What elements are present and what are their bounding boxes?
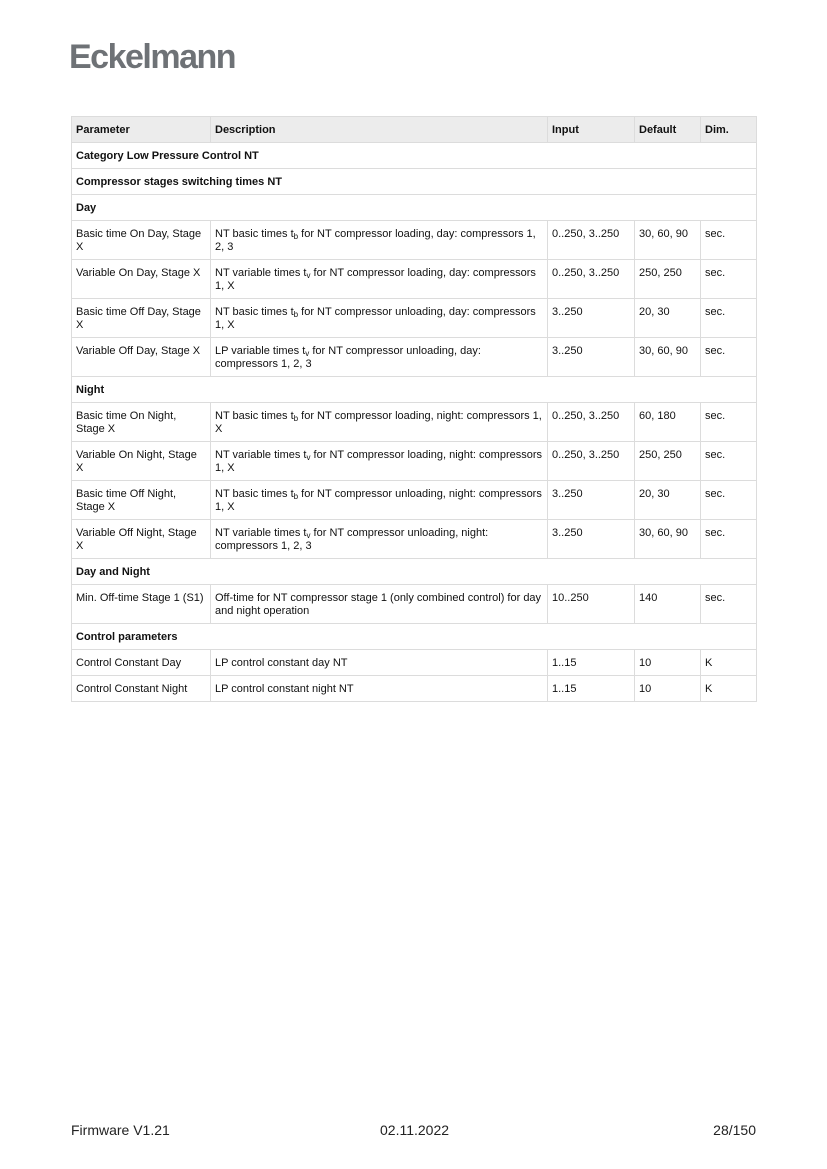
description-cell: NT basic times $t_b$ for NT compressor loading, night: compressors 1, X [211, 403, 548, 442]
param-cell: Variable Off Night, Stage X [72, 520, 211, 559]
eckelmann-logo: Eckelmann [69, 38, 236, 76]
input-cell: 3..250 [548, 338, 635, 377]
table-row [72, 520, 757, 559]
column-header-description: Description [211, 117, 548, 143]
dim-cell: sec. [701, 442, 757, 481]
description-cell: LP control constant night NT [211, 676, 548, 702]
table-row [72, 338, 757, 377]
description-cell: NT variable times $t_v$ for NT compressor loading, night: compressors 1, X [211, 442, 548, 481]
section-row [72, 377, 757, 403]
column-header-input: Input [548, 117, 635, 143]
description-cell: LP variable times $t_v$ for NT compressor unloading, day: compressors 1, 2, 3 [211, 338, 548, 377]
input-cell: 10..250 [548, 585, 635, 624]
description-cell: Off-time for NT compressor stage 1 (only combined control) for day and night operation [211, 585, 548, 624]
input-cell: 0..250, 3..250 [548, 221, 635, 260]
dim-cell: sec. [701, 585, 757, 624]
section-row [72, 169, 757, 195]
param-cell: Variable On Night, Stage X [72, 442, 211, 481]
table-row [72, 442, 757, 481]
subcategory-label: Compressor stages switching times NT [72, 169, 757, 195]
input-cell: 1..15 [548, 676, 635, 702]
param-cell: Basic time Off Night, Stage X [72, 481, 211, 520]
default-cell: 20, 30 [635, 481, 701, 520]
input-cell: 0..250, 3..250 [548, 260, 635, 299]
dim-cell: sec. [701, 260, 757, 299]
dim-cell: sec. [701, 221, 757, 260]
footer-date: 02.11.2022 [380, 1122, 450, 1138]
default-cell: 60, 180 [635, 403, 701, 442]
param-cell: Variable Off Day, Stage X [72, 338, 211, 377]
footer-page-number: 28/150 [713, 1122, 756, 1138]
table-row [72, 481, 757, 520]
column-header-dim: Dim. [701, 117, 757, 143]
table-row [72, 260, 757, 299]
day-section-label: Day [72, 195, 757, 221]
parameter-table [71, 116, 757, 702]
footer-firmware: Firmware V1.21 [71, 1122, 170, 1138]
section-row [72, 195, 757, 221]
default-cell: 140 [635, 585, 701, 624]
description-cell: NT variable times $t_v$ for NT compressor loading, day: compressors 1, X [211, 260, 548, 299]
default-cell: 10 [635, 676, 701, 702]
description-cell: NT variable times $t_v$ for NT compressor unloading, night: compressors 1, 2, 3 [211, 520, 548, 559]
param-cell: Basic time On Day, Stage X [72, 221, 211, 260]
default-cell: 20, 30 [635, 299, 701, 338]
day-night-section-label: Day and Night [72, 559, 757, 585]
default-cell: 30, 60, 90 [635, 338, 701, 377]
dim-cell: sec. [701, 338, 757, 377]
table-row [72, 676, 757, 702]
default-cell: 10 [635, 650, 701, 676]
dim-cell: sec. [701, 403, 757, 442]
input-cell: 1..15 [548, 650, 635, 676]
column-header-default: Default [635, 117, 701, 143]
dim-cell: K [701, 676, 757, 702]
default-cell: 250, 250 [635, 260, 701, 299]
table-row [72, 403, 757, 442]
table-row [72, 585, 757, 624]
section-row [72, 624, 757, 650]
table-row [72, 299, 757, 338]
input-cell: 3..250 [548, 299, 635, 338]
column-header-parameter: Parameter [72, 117, 211, 143]
table-row [72, 221, 757, 260]
table-row [72, 650, 757, 676]
dim-cell: sec. [701, 299, 757, 338]
param-cell: Min. Off-time Stage 1 (S1) [72, 585, 211, 624]
default-cell: 30, 60, 90 [635, 520, 701, 559]
param-cell: Control Constant Day [72, 650, 211, 676]
input-cell: 3..250 [548, 481, 635, 520]
dim-cell: sec. [701, 520, 757, 559]
section-row [72, 143, 757, 169]
description-cell: NT basic times $t_b$ for NT compressor loading, day: compressors 1, 2, 3 [211, 221, 548, 260]
dim-cell: sec. [701, 481, 757, 520]
param-cell: Basic time Off Day, Stage X [72, 299, 211, 338]
param-cell: Basic time On Night, Stage X [72, 403, 211, 442]
control-section-label: Control parameters [72, 624, 757, 650]
param-cell: Control Constant Night [72, 676, 211, 702]
default-cell: 30, 60, 90 [635, 221, 701, 260]
table-header-row [72, 117, 757, 143]
description-cell: NT basic times $t_b$ for NT compressor unloading, day: compressors 1, X [211, 299, 548, 338]
input-cell: 3..250 [548, 520, 635, 559]
description-cell: LP control constant day NT [211, 650, 548, 676]
category-label: Category Low Pressure Control NT [72, 143, 757, 169]
default-cell: 250, 250 [635, 442, 701, 481]
dim-cell: K [701, 650, 757, 676]
param-cell: Variable On Day, Stage X [72, 260, 211, 299]
night-section-label: Night [72, 377, 757, 403]
section-row [72, 559, 757, 585]
description-cell: NT basic times $t_b$ for NT compressor unloading, night: compressors 1, X [211, 481, 548, 520]
input-cell: 0..250, 3..250 [548, 403, 635, 442]
input-cell: 0..250, 3..250 [548, 442, 635, 481]
